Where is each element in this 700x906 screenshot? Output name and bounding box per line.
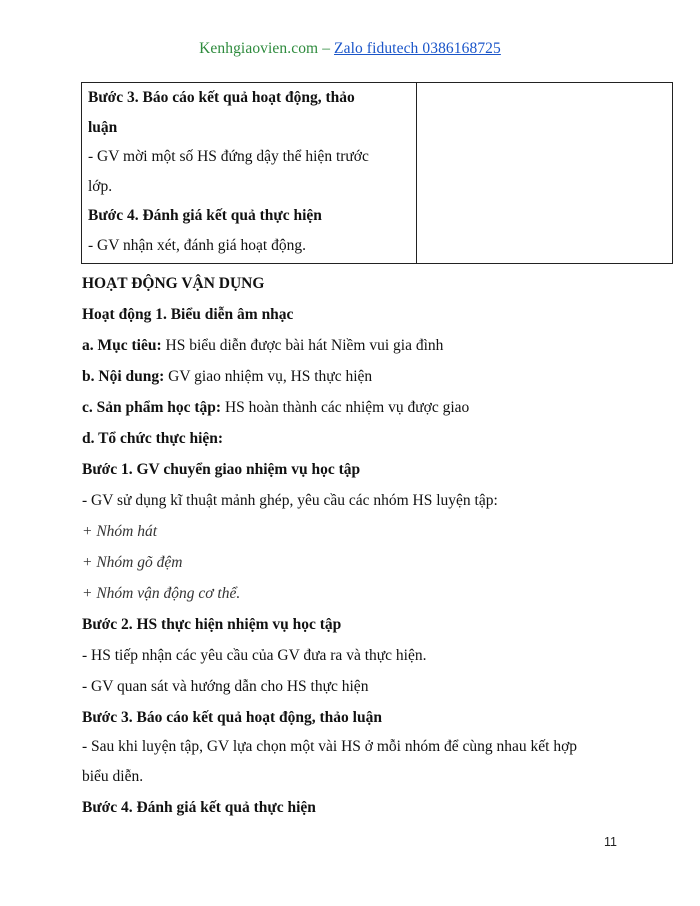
- objective-line: [82, 330, 642, 361]
- product-label: c. Sản phẩm học tập:: [82, 399, 222, 416]
- objective-label: a. Mục tiêu:: [82, 337, 162, 354]
- group-item-2: + Nhóm gõ đệm: [82, 554, 183, 571]
- step3-text-line1: - Sau khi luyện tập, GV lựa chọn một vài HS ở mỗi nhóm để cùng nhau kết hợp: [82, 738, 578, 755]
- header-zalo-link[interactable]: Zalo fidutech 0386168725: [334, 40, 501, 57]
- group-item-1: + Nhóm hát: [82, 523, 158, 540]
- step1-title: Bước 1. GV chuyển giao nhiệm vụ học tập: [82, 461, 361, 478]
- step3-text-line2: biểu diễn.: [82, 768, 144, 785]
- content-text: GV giao nhiệm vụ, HS thực hiện: [164, 368, 373, 385]
- step2-text-1: - HS tiếp nhận các yêu cầu của GV đưa ra và thực hiện.: [82, 647, 427, 664]
- group-item-3: + Nhóm vận động cơ thể.: [82, 585, 241, 602]
- content-line: [82, 361, 642, 392]
- header-site[interactable]: Kenhgiaovien.com: [199, 40, 319, 57]
- product-text: HS hoàn thành các nhiệm vụ được giao: [221, 399, 470, 416]
- document-body: [82, 268, 642, 823]
- content-label: b. Nội dung:: [82, 368, 165, 385]
- page-number: 11: [604, 835, 617, 849]
- product-line: [82, 392, 642, 423]
- table-step3-title-line2: luận: [88, 118, 118, 136]
- objective-text: HS biểu diễn được bài hát Niềm vui gia đình: [161, 337, 444, 354]
- step4-title: Bước 4. Đánh giá kết quả thực hiện: [82, 799, 316, 816]
- page-header: [0, 40, 700, 58]
- step2-text-2: - GV quan sát và hướng dẫn cho HS thực hiện: [82, 678, 369, 695]
- step3-title: Bước 3. Báo cáo kết quả hoạt động, thảo luận: [82, 709, 382, 726]
- step2-title: Bước 2. HS thực hiện nhiệm vụ học tập: [82, 616, 342, 633]
- table-right-cell: [417, 83, 673, 264]
- table-step3-text-line2: lớp.: [88, 177, 113, 195]
- organization-label: d. Tổ chức thực hiện:: [82, 430, 224, 447]
- section-title: HOẠT ĐỘNG VẬN DỤNG: [82, 275, 265, 292]
- step1-text: - GV sử dụng kĩ thuật mảnh ghép, yêu cầu các nhóm HS luyện tập:: [82, 492, 498, 509]
- table-step3-text-line1: - GV mời một số HS đứng dậy thể hiện trước: [88, 148, 369, 165]
- table-left-cell: [82, 83, 417, 264]
- table-step3-title-line1: Bước 3. Báo cáo kết quả hoạt động, thảo: [88, 89, 355, 106]
- table-step4-text: - GV nhận xét, đánh giá hoạt động.: [88, 236, 306, 254]
- activity-title: Hoạt động 1. Biểu diễn âm nhạc: [82, 306, 294, 323]
- table-step4-title: Bước 4. Đánh giá kết quả thực hiện: [88, 207, 322, 224]
- header-separator: –: [318, 40, 335, 57]
- activity-table: [81, 82, 673, 264]
